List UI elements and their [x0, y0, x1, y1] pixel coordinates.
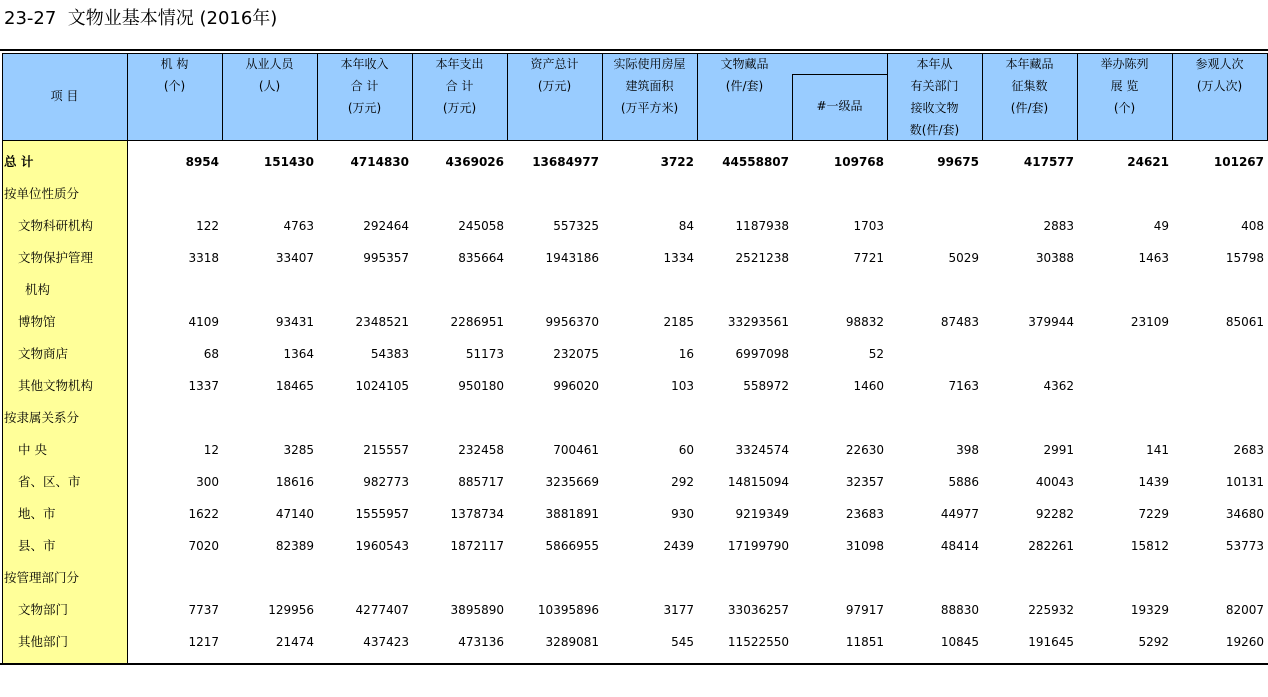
table-row [0, 370, 1268, 402]
cell-acquired: 225932 [1028, 603, 1074, 617]
header-org-line: (个) [163, 79, 186, 93]
header-assets-line: (万元) [537, 79, 572, 93]
cell-assets: 13684977 [532, 155, 599, 169]
row-label: 文物商店 [18, 346, 69, 361]
cell-collection: 17199790 [727, 539, 789, 553]
header-item [2, 85, 127, 107]
cell-area: 3722 [660, 155, 694, 169]
cell-visitors: 101267 [1213, 155, 1264, 169]
row-label: 中 央 [18, 442, 47, 457]
cell-grade1 [792, 562, 884, 594]
cell-area [602, 402, 694, 434]
header-expense [412, 53, 507, 119]
cell-collection [697, 562, 789, 594]
cell-exhibitions: 24621 [1127, 155, 1169, 169]
cell-grade1: 32357 [845, 475, 884, 489]
cell-expense: 950180 [458, 379, 504, 393]
cell-exhibitions [1077, 370, 1169, 402]
cell-income: 215557 [363, 443, 409, 457]
header-area-line: 建筑面积 [625, 79, 674, 93]
row-label: 总 计 [4, 154, 34, 169]
cell-assets: 700461 [553, 443, 599, 457]
cell-staff [222, 274, 314, 306]
table-row [0, 338, 1268, 370]
cell-visitors [1172, 274, 1264, 306]
header-collection-line: (件/套) [725, 79, 764, 93]
cell-grade1: 109768 [833, 155, 884, 169]
cell-expense: 473136 [458, 635, 504, 649]
header-visitors-line: (万人次) [1196, 79, 1243, 93]
header-received-line: 数(件/套) [909, 123, 960, 137]
cell-expense [412, 274, 504, 306]
cell-received: 48414 [940, 539, 979, 553]
row-label: 博物馆 [18, 314, 56, 329]
cell-expense: 885717 [458, 475, 504, 489]
cell-assets: 3289081 [545, 635, 599, 649]
row-label: 文物保护管理 [18, 250, 94, 265]
table-row [0, 498, 1268, 530]
cell-income [317, 562, 409, 594]
cell-received [887, 178, 979, 210]
cell-collection: 9219349 [735, 507, 789, 521]
cell-collection [697, 402, 789, 434]
cell-org [127, 562, 219, 594]
cell-received: 88830 [940, 603, 979, 617]
cell-exhibitions: 49 [1153, 219, 1169, 233]
header-staff-line: 从业人员 [245, 57, 294, 71]
row-label: 文物科研机构 [18, 218, 94, 233]
cell-org: 68 [203, 347, 219, 361]
cell-expense [412, 178, 504, 210]
cell-org [127, 274, 219, 306]
cell-grade1: 97917 [845, 603, 884, 617]
cell-acquired: 379944 [1028, 315, 1074, 329]
cell-collection: 2521238 [735, 251, 789, 265]
cell-org [127, 402, 219, 434]
cell-income: 54383 [370, 347, 409, 361]
row-label: 其他部门 [18, 634, 69, 649]
header-acquired-line: 征集数 [1011, 79, 1048, 93]
header-staff-line: (人) [258, 79, 281, 93]
cell-expense: 4369026 [445, 155, 504, 169]
cell-area: 2185 [663, 315, 694, 329]
cell-income: 995357 [363, 251, 409, 265]
cell-visitors [1172, 338, 1264, 370]
header-assets [507, 53, 602, 97]
cell-expense: 2286951 [450, 315, 504, 329]
cell-area [602, 274, 694, 306]
header-expense-line: 本年支出 [435, 57, 484, 71]
header-income-line: 合 计 [350, 79, 379, 93]
cell-acquired: 30388 [1035, 251, 1074, 265]
cell-assets: 232075 [553, 347, 599, 361]
cell-expense: 245058 [458, 219, 504, 233]
table-row [0, 594, 1268, 626]
cell-staff [222, 402, 314, 434]
cell-exhibitions: 1463 [1138, 251, 1169, 265]
cell-acquired: 92282 [1035, 507, 1074, 521]
cell-collection: 6997098 [735, 347, 789, 361]
cell-expense: 1378734 [450, 507, 504, 521]
cell-exhibitions: 7229 [1138, 507, 1169, 521]
row-label: 其他文物机构 [18, 378, 94, 393]
header-visitors [1172, 53, 1267, 97]
cell-expense [412, 402, 504, 434]
cell-staff: 82389 [275, 539, 314, 553]
cell-acquired [982, 338, 1074, 370]
cell-staff: 21474 [275, 635, 314, 649]
header-income-line: (万元) [347, 101, 382, 115]
cell-org: 1217 [188, 635, 219, 649]
row-label: 机构 [25, 282, 51, 297]
cell-visitors: 2683 [1233, 443, 1264, 457]
cell-collection: 11522550 [727, 635, 789, 649]
cell-visitors [1172, 402, 1264, 434]
header-bottom-border [2, 140, 1268, 141]
cell-received: 99675 [937, 155, 979, 169]
header-received-line: 接收文物 [910, 101, 959, 115]
cell-staff: 3285 [283, 443, 314, 457]
cell-collection: 33293561 [727, 315, 789, 329]
cell-org [127, 178, 219, 210]
cell-income: 4277407 [355, 603, 409, 617]
cell-grade1 [792, 402, 884, 434]
cell-expense: 3895890 [450, 603, 504, 617]
cell-exhibitions: 23109 [1130, 315, 1169, 329]
cell-visitors: 10131 [1225, 475, 1264, 489]
row-label: 地、市 [18, 506, 56, 521]
cell-area: 545 [671, 635, 694, 649]
cell-assets: 10395896 [537, 603, 599, 617]
cell-collection: 1187938 [735, 219, 789, 233]
cell-collection: 14815094 [727, 475, 789, 489]
cell-acquired: 191645 [1028, 635, 1074, 649]
cell-assets [507, 178, 599, 210]
cell-staff: 47140 [275, 507, 314, 521]
cell-org: 7020 [188, 539, 219, 553]
cell-assets [507, 402, 599, 434]
cell-area: 292 [671, 475, 694, 489]
table-row [0, 146, 1268, 178]
header-collection [697, 53, 792, 97]
table-row [0, 274, 1268, 306]
cell-grade1: 31098 [845, 539, 884, 553]
header-grade1 [792, 95, 887, 117]
cell-expense: 1872117 [450, 539, 504, 553]
cell-org: 4109 [188, 315, 219, 329]
header-acquired [982, 53, 1077, 119]
cell-exhibitions: 1439 [1138, 475, 1169, 489]
table-row [0, 242, 1268, 274]
cell-received: 5029 [948, 251, 979, 265]
cell-acquired [982, 562, 1074, 594]
cell-visitors: 34680 [1225, 507, 1264, 521]
cell-staff [222, 562, 314, 594]
cell-area: 2439 [663, 539, 694, 553]
cell-collection: 44558807 [722, 155, 789, 169]
header-income [317, 53, 412, 119]
cell-visitors: 53773 [1225, 539, 1264, 553]
cell-visitors: 15798 [1225, 251, 1264, 265]
header-exhibitions-line: (个) [1113, 101, 1136, 115]
header-income-line: 本年收入 [340, 57, 389, 71]
cell-income: 1960543 [355, 539, 409, 553]
cell-expense: 835664 [458, 251, 504, 265]
cell-income: 292464 [363, 219, 409, 233]
cell-area: 3177 [663, 603, 694, 617]
cell-staff: 93431 [275, 315, 314, 329]
collection-subheader-border [792, 74, 887, 75]
cell-received [887, 338, 979, 370]
cell-exhibitions: 141 [1146, 443, 1169, 457]
cell-staff: 18616 [275, 475, 314, 489]
cell-grade1: 22630 [845, 443, 884, 457]
header-received [887, 53, 982, 141]
cell-income: 1024105 [355, 379, 409, 393]
cell-exhibitions: 19329 [1130, 603, 1169, 617]
cell-acquired [982, 274, 1074, 306]
cell-area [602, 562, 694, 594]
row-label: 按单位性质分 [4, 186, 80, 201]
cell-visitors: 408 [1241, 219, 1264, 233]
cell-expense [412, 562, 504, 594]
cell-grade1 [792, 274, 884, 306]
cell-visitors [1172, 178, 1264, 210]
header-collection-line: 文物藏品 [720, 57, 769, 71]
cell-org: 1337 [188, 379, 219, 393]
header-staff [222, 53, 317, 97]
cell-collection [697, 274, 789, 306]
cell-assets [507, 562, 599, 594]
cell-grade1: 52 [868, 347, 884, 361]
table-row [0, 434, 1268, 466]
cell-income [317, 178, 409, 210]
cell-income [317, 402, 409, 434]
header-org [127, 53, 222, 97]
cell-acquired [982, 402, 1074, 434]
cell-assets: 1943186 [545, 251, 599, 265]
cell-acquired: 2883 [1043, 219, 1074, 233]
table-row [0, 178, 1268, 210]
cell-exhibitions: 15812 [1130, 539, 1169, 553]
header-received-line: 本年从 [916, 57, 953, 71]
cell-collection: 3324574 [735, 443, 789, 457]
cell-grade1: 11851 [845, 635, 884, 649]
header-grade1-line: #一级品 [816, 99, 863, 113]
header-acquired-line: 本年藏品 [1005, 57, 1054, 71]
cell-received [887, 274, 979, 306]
cell-staff: 18465 [275, 379, 314, 393]
cell-staff: 129956 [268, 603, 314, 617]
cell-exhibitions [1077, 402, 1169, 434]
cell-grade1: 1703 [853, 219, 884, 233]
cell-exhibitions [1077, 274, 1169, 306]
row-label: 文物部门 [18, 602, 69, 617]
cell-collection: 558972 [743, 379, 789, 393]
cell-income: 1555957 [355, 507, 409, 521]
cell-received: 44977 [940, 507, 979, 521]
cell-collection: 33036257 [727, 603, 789, 617]
cell-area: 930 [671, 507, 694, 521]
cell-visitors: 19260 [1225, 635, 1264, 649]
header-exhibitions-line: 展 览 [1110, 79, 1139, 93]
table-row [0, 466, 1268, 498]
cell-area: 84 [678, 219, 694, 233]
cell-visitors: 82007 [1225, 603, 1264, 617]
cell-acquired: 4362 [1043, 379, 1074, 393]
cell-org: 122 [196, 219, 219, 233]
cell-grade1: 1460 [853, 379, 884, 393]
header-item-label: 项 目 [50, 89, 79, 103]
cell-area: 60 [678, 443, 694, 457]
cell-assets: 5866955 [545, 539, 599, 553]
header-acquired-line: (件/套) [1010, 101, 1049, 115]
cell-visitors [1172, 370, 1264, 402]
cell-org: 12 [203, 443, 219, 457]
cell-staff: 1364 [283, 347, 314, 361]
cell-acquired: 2991 [1043, 443, 1074, 457]
header-exhibitions-line: 举办陈列 [1100, 57, 1149, 71]
cell-exhibitions: 5292 [1138, 635, 1169, 649]
cell-acquired [982, 178, 1074, 210]
cell-staff: 4763 [283, 219, 314, 233]
header-received-line: 有关部门 [910, 79, 959, 93]
cell-expense: 51173 [465, 347, 504, 361]
cell-org: 1622 [188, 507, 219, 521]
cell-visitors: 85061 [1225, 315, 1264, 329]
cell-income: 982773 [363, 475, 409, 489]
cell-received: 5886 [948, 475, 979, 489]
header-exhibitions [1077, 53, 1172, 119]
cell-assets: 557325 [553, 219, 599, 233]
header-assets-line: 资产总计 [530, 57, 579, 71]
cell-income: 437423 [363, 635, 409, 649]
cell-acquired: 282261 [1028, 539, 1074, 553]
page-title: 23-27 文物业基本情况 (2016年) [4, 8, 278, 29]
cell-org: 8954 [185, 155, 219, 169]
cell-org: 7737 [188, 603, 219, 617]
cell-received [887, 402, 979, 434]
row-label: 县、市 [18, 538, 56, 553]
row-label: 省、区、市 [18, 474, 81, 489]
cell-exhibitions [1077, 178, 1169, 210]
cell-assets: 3881891 [545, 507, 599, 521]
cell-received [887, 562, 979, 594]
table-row [0, 626, 1268, 658]
cell-acquired: 40043 [1035, 475, 1074, 489]
bottom-rule [0, 663, 1268, 665]
cell-staff [222, 178, 314, 210]
row-label: 按管理部门分 [4, 570, 80, 585]
cell-grade1: 23683 [845, 507, 884, 521]
header-expense-line: (万元) [442, 101, 477, 115]
cell-staff: 151430 [263, 155, 314, 169]
table-row [0, 306, 1268, 338]
cell-org: 3318 [188, 251, 219, 265]
cell-area [602, 178, 694, 210]
header-expense-line: 合 计 [445, 79, 474, 93]
cell-grade1: 7721 [853, 251, 884, 265]
cell-income: 2348521 [355, 315, 409, 329]
cell-assets [507, 274, 599, 306]
cell-staff: 33407 [275, 251, 314, 265]
table-row [0, 562, 1268, 594]
cell-received: 87483 [940, 315, 979, 329]
cell-expense: 232458 [458, 443, 504, 457]
cell-collection [697, 178, 789, 210]
cell-exhibitions [1077, 338, 1169, 370]
cell-visitors [1172, 562, 1264, 594]
cell-acquired: 417577 [1023, 155, 1074, 169]
cell-area: 103 [671, 379, 694, 393]
cell-received: 7163 [948, 379, 979, 393]
cell-assets: 996020 [553, 379, 599, 393]
header-area-line: 实际使用房屋 [613, 57, 686, 71]
cell-assets: 9956370 [545, 315, 599, 329]
cell-received: 398 [956, 443, 979, 457]
header-visitors-line: 参观人次 [1195, 57, 1244, 71]
cell-area: 16 [678, 347, 694, 361]
table-row [0, 210, 1268, 242]
cell-income [317, 274, 409, 306]
cell-received [887, 210, 979, 242]
cell-org: 300 [196, 475, 219, 489]
header-org-line: 机 构 [160, 57, 189, 71]
table-row [0, 402, 1268, 434]
cell-area: 1334 [663, 251, 694, 265]
table-row [0, 530, 1268, 562]
cell-grade1: 98832 [845, 315, 884, 329]
cell-assets: 3235669 [545, 475, 599, 489]
top-rule [0, 49, 1268, 51]
cell-income: 4714830 [350, 155, 409, 169]
header-area-line: (万平方米) [620, 101, 679, 115]
cell-exhibitions [1077, 562, 1169, 594]
row-label: 按隶属关系分 [4, 410, 80, 425]
cell-grade1 [792, 178, 884, 210]
header-area [602, 53, 697, 119]
cell-received: 10845 [940, 635, 979, 649]
